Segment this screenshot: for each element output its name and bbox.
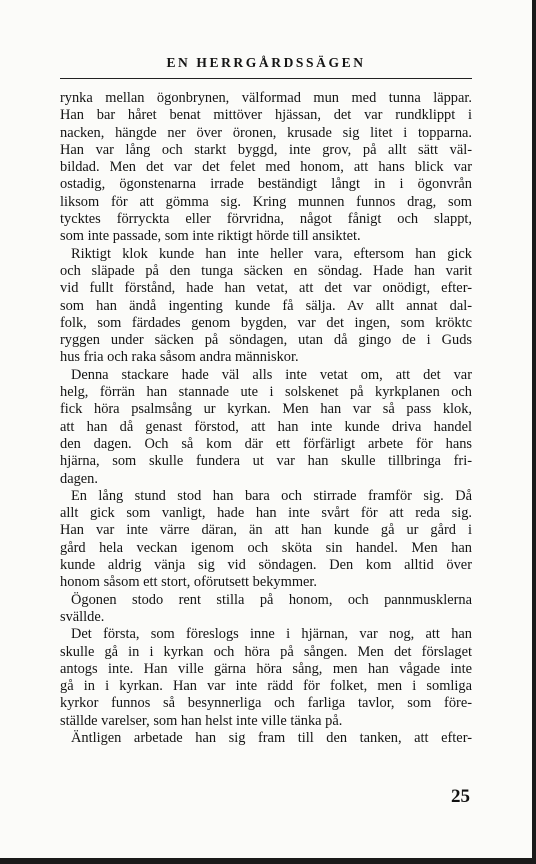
- text-line: helg, förrän han stannade ute i solskenet på kyrkplanen och: [60, 384, 472, 401]
- text-line: allt gick som vanligt, hade han inte svårt för att reda sig.: [60, 505, 472, 522]
- text-line: Ögonen stodo rent stilla på honom, och pannmusklerna: [71, 591, 472, 608]
- body-text: [60, 90, 472, 747]
- text-line: att han då genast förstod, att han inte kunde driva handel: [60, 418, 472, 435]
- text-line: skulle gå in i kyrkan och höra på sången. Men det förslaget: [60, 643, 472, 660]
- text-line: liksom för att gömma sig. Kring munnen funnos drag, som: [60, 193, 472, 210]
- page-number: 25: [451, 786, 470, 807]
- text-line: gård hela veckan igenom och sköta sin handel. Men han: [60, 539, 472, 556]
- text-line: folk, som färdades genom bygden, var det ingen, som kröktc: [60, 314, 472, 331]
- text-line: Det första, som föreslogs inne i hjärnan, var nog, att han: [71, 626, 472, 643]
- text-line: En lång stund stod han bara och stirrade framför sig. Då: [71, 487, 472, 504]
- header-rule: [60, 78, 472, 79]
- text-line: ostadig, ögonstenarna irrade beständigt långt in i ögonvrån: [60, 176, 472, 193]
- text-line: som han ändå ingenting kunde få sälja. Av allt annat dal-: [60, 297, 472, 314]
- text-line: bildad. Men det var det felet med honom, att hans blick var: [60, 159, 472, 176]
- text-line: gå in i kyrkan. Han var inte rädd för folket, men i somliga: [60, 678, 472, 695]
- text-line: hjärna, som skulle fundera ut var han skulle tillbringa fri-: [60, 453, 472, 470]
- text-line: och släpade på den tunga säcken en söndag. Hade han varit: [60, 262, 472, 279]
- text-line: Äntligen arbetade han sig fram till den tanken, att efter-: [71, 729, 472, 746]
- text-line: vid fullt förstånd, hade han vetat, att det var onödigt, efter-: [60, 280, 472, 297]
- text-line: Han var lång och starkt byggd, inte grov, på allt sätt väl-: [60, 141, 472, 158]
- text-line: kunde aldrig vänja sig vid söndagen. Den kom alltid över: [60, 557, 472, 574]
- text-line: rynka mellan ögonbrynen, välformad mun med tunna läppar.: [60, 90, 472, 106]
- text-line: ställde varelser, som han helst inte ville tänka på.: [60, 712, 343, 729]
- text-line: hus fria och raka såsom andra människor.: [60, 349, 299, 366]
- text-line: Han bar håret benat mittöver hjässan, det var rundklippt i: [60, 107, 472, 124]
- text-line: dagen.: [60, 470, 98, 487]
- text-line: Han var inte värre däran, än att han kunde gå ur gård i: [60, 522, 472, 539]
- text-line: tycktes förryckta eller förvridna, något fånigt och slappt,: [60, 211, 472, 228]
- text-line: Riktigt klok kunde han inte heller vara, eftersom han gick: [71, 245, 472, 262]
- text-line: Denna stackare hade väl alls inte vetat om, att det var: [71, 366, 472, 383]
- text-line: fick höra psalmsång ur kyrkan. Men han var så pass klok,: [60, 401, 472, 418]
- text-line: antogs inte. Han ville gärna höra sång, men han vågade inte: [60, 660, 472, 677]
- text-line: ryggen under säcken på söndagen, utan då gingo de i Guds: [60, 332, 472, 349]
- running-head: EN HERRGÅRDSSÄGEN: [166, 55, 366, 70]
- text-line: som inte passade, som inte riktigt hörde till ansiktet.: [60, 228, 361, 245]
- text-line: den dagen. Och så kom där ett förfärligt arbete för hans: [60, 435, 472, 452]
- text-line: honom såsom ett stort, oförutsett bekymmer.: [60, 574, 318, 591]
- text-line: nacken, hängde ner över öronen, krusade sig litet i topparna.: [60, 124, 472, 141]
- text-line: svällde.: [60, 608, 105, 625]
- text-line: kyrkor funnos så besynnerliga och farliga tavlor, som före-: [60, 695, 472, 712]
